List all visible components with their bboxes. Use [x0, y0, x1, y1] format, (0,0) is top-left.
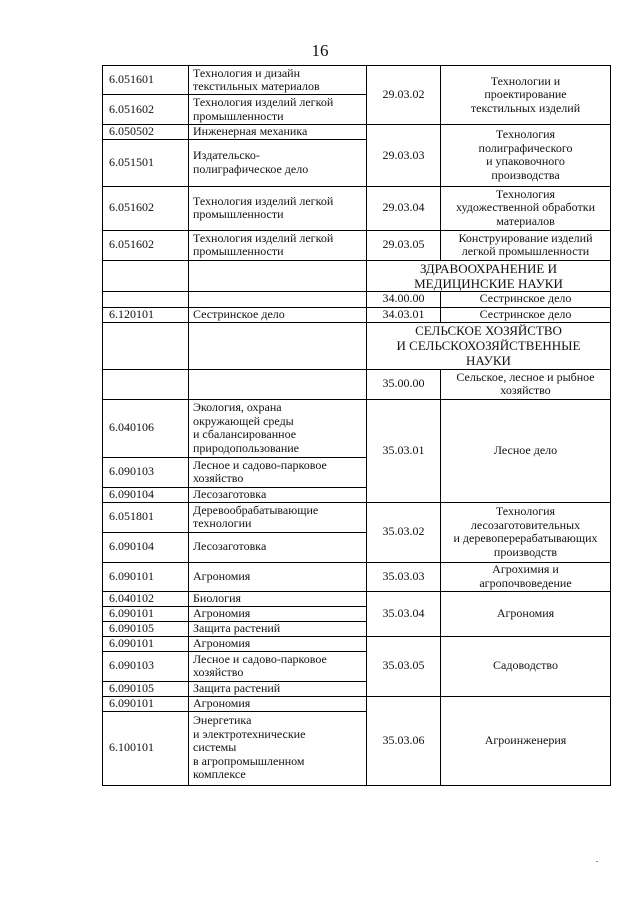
- new-code-cell: 35.03.05: [367, 636, 441, 696]
- table-row: [103, 399, 611, 457]
- new-name-cell: Технологии и проектирование текстильных изделий: [441, 66, 611, 125]
- section-row: [103, 260, 611, 291]
- new-name-cell: Технология полиграфического и упаковочного производства: [441, 125, 611, 187]
- old-code-cell: 6.090101: [103, 606, 189, 621]
- scan-speck: [596, 861, 598, 862]
- old-code-cell: 6.120101: [103, 307, 189, 322]
- old-name-cell: Деревообрабатывающие технологии: [189, 502, 367, 532]
- old-name-cell: Защита растений: [189, 621, 367, 636]
- table-row: [103, 636, 611, 651]
- old-name-cell: [189, 369, 367, 399]
- old-name-cell: Технология изделий легкой промышленности: [189, 186, 367, 230]
- old-code-cell: 6.040106: [103, 399, 189, 457]
- new-name-cell: Агрономия: [441, 591, 611, 636]
- old-code-cell: 6.090103: [103, 457, 189, 487]
- old-code-cell: [103, 291, 189, 307]
- old-name-cell: Экология, охрана окружающей среды и сбалансированное природопользование: [189, 399, 367, 457]
- old-name-cell: Лесное и садово-парковое хозяйство: [189, 651, 367, 681]
- old-code-cell: 6.090105: [103, 681, 189, 696]
- new-code-cell: 35.03.04: [367, 591, 441, 636]
- old-code-cell: 6.050502: [103, 125, 189, 140]
- new-name-cell: Конструирование изделий легкой промышленности: [441, 230, 611, 260]
- new-name-cell: Агрохимия и агропочвоведение: [441, 562, 611, 591]
- section-heading: ЗДРАВООХРАНЕНИЕ И МЕДИЦИНСКИЕ НАУКИ: [367, 260, 611, 291]
- old-name-cell: Агрономия: [189, 606, 367, 621]
- new-code-cell: 35.03.02: [367, 502, 441, 562]
- table-row: [103, 66, 611, 95]
- page-number: 16: [311, 41, 329, 60]
- new-name-cell: Агроинженерия: [441, 696, 611, 785]
- specialty-correspondence-table: [102, 65, 611, 786]
- old-code-cell: 6.090101: [103, 636, 189, 651]
- old-code-cell: 6.090104: [103, 487, 189, 502]
- old-name-cell: Инженерная механика: [189, 125, 367, 140]
- section-heading: СЕЛЬСКОЕ ХОЗЯЙСТВО И СЕЛЬСКОХОЗЯЙСТВЕННЫЕ НАУКИ: [367, 322, 611, 369]
- table-row: [103, 307, 611, 322]
- old-name-cell: Защита растений: [189, 681, 367, 696]
- table-row: [103, 369, 611, 399]
- old-name-cell: Биология: [189, 591, 367, 606]
- table-row: [103, 230, 611, 260]
- new-code-cell: 29.03.05: [367, 230, 441, 260]
- new-name-cell: Технология художественной обработки материалов: [441, 186, 611, 230]
- old-code-cell: 6.090101: [103, 562, 189, 591]
- new-name-cell: Технология лесозаготовительных и деревоперерабатывающих производств: [441, 502, 611, 562]
- new-code-cell: 35.00.00: [367, 369, 441, 399]
- old-code-cell: 6.040102: [103, 591, 189, 606]
- new-code-cell: 34.00.00: [367, 291, 441, 307]
- old-name-cell: Агрономия: [189, 562, 367, 591]
- section-row: [103, 322, 611, 369]
- old-code-cell: 6.051602: [103, 95, 189, 125]
- old-code-cell: [103, 369, 189, 399]
- new-code-cell: 29.03.03: [367, 125, 441, 187]
- old-code-cell: 6.051602: [103, 230, 189, 260]
- new-code-cell: 29.03.02: [367, 66, 441, 125]
- old-name-cell: Агрономия: [189, 636, 367, 651]
- old-name-cell: Энергетика и электротехнические системы в агропромышленном комплексе: [189, 711, 367, 785]
- old-name-cell: [189, 291, 367, 307]
- old-name-cell: Лесное и садово-парковое хозяйство: [189, 457, 367, 487]
- table-row: [103, 125, 611, 140]
- new-name-cell: Сестринское дело: [441, 307, 611, 322]
- old-name-cell: Технология изделий легкой промышленности: [189, 230, 367, 260]
- old-code-cell: 6.100101: [103, 711, 189, 785]
- new-code-cell: 29.03.04: [367, 186, 441, 230]
- new-code-cell: 35.03.01: [367, 399, 441, 502]
- old-name-cell: Агрономия: [189, 696, 367, 711]
- new-name-cell: Сестринское дело: [441, 291, 611, 307]
- old-name-cell: Технология и дизайн текстильных материалов: [189, 66, 367, 95]
- old-code-cell: 6.090105: [103, 621, 189, 636]
- new-code-cell: 34.03.01: [367, 307, 441, 322]
- table-row: [103, 696, 611, 711]
- old-name-cell: Лесозаготовка: [189, 487, 367, 502]
- table-row: [103, 562, 611, 591]
- table-row: [103, 502, 611, 532]
- old-code-cell: 6.051601: [103, 66, 189, 95]
- old-name-cell: Лесозаготовка: [189, 532, 367, 562]
- old-code-cell: 6.051501: [103, 139, 189, 186]
- old-code-cell: 6.090104: [103, 532, 189, 562]
- new-name-cell: Лесное дело: [441, 399, 611, 502]
- old-code-cell: 6.090101: [103, 696, 189, 711]
- new-name-cell: Сельское, лесное и рыбное хозяйство: [441, 369, 611, 399]
- old-name-cell: Сестринское дело: [189, 307, 367, 322]
- old-name-cell: Издательско- полиграфическое дело: [189, 139, 367, 186]
- new-code-cell: 35.03.03: [367, 562, 441, 591]
- table-row: [103, 186, 611, 230]
- table-row: [103, 291, 611, 307]
- old-code-cell: 6.090103: [103, 651, 189, 681]
- old-code-cell: 6.051801: [103, 502, 189, 532]
- old-code-cell: 6.051602: [103, 186, 189, 230]
- old-name-cell: Технология изделий легкой промышленности: [189, 95, 367, 125]
- new-code-cell: 35.03.06: [367, 696, 441, 785]
- table-row: [103, 591, 611, 606]
- new-name-cell: Садоводство: [441, 636, 611, 696]
